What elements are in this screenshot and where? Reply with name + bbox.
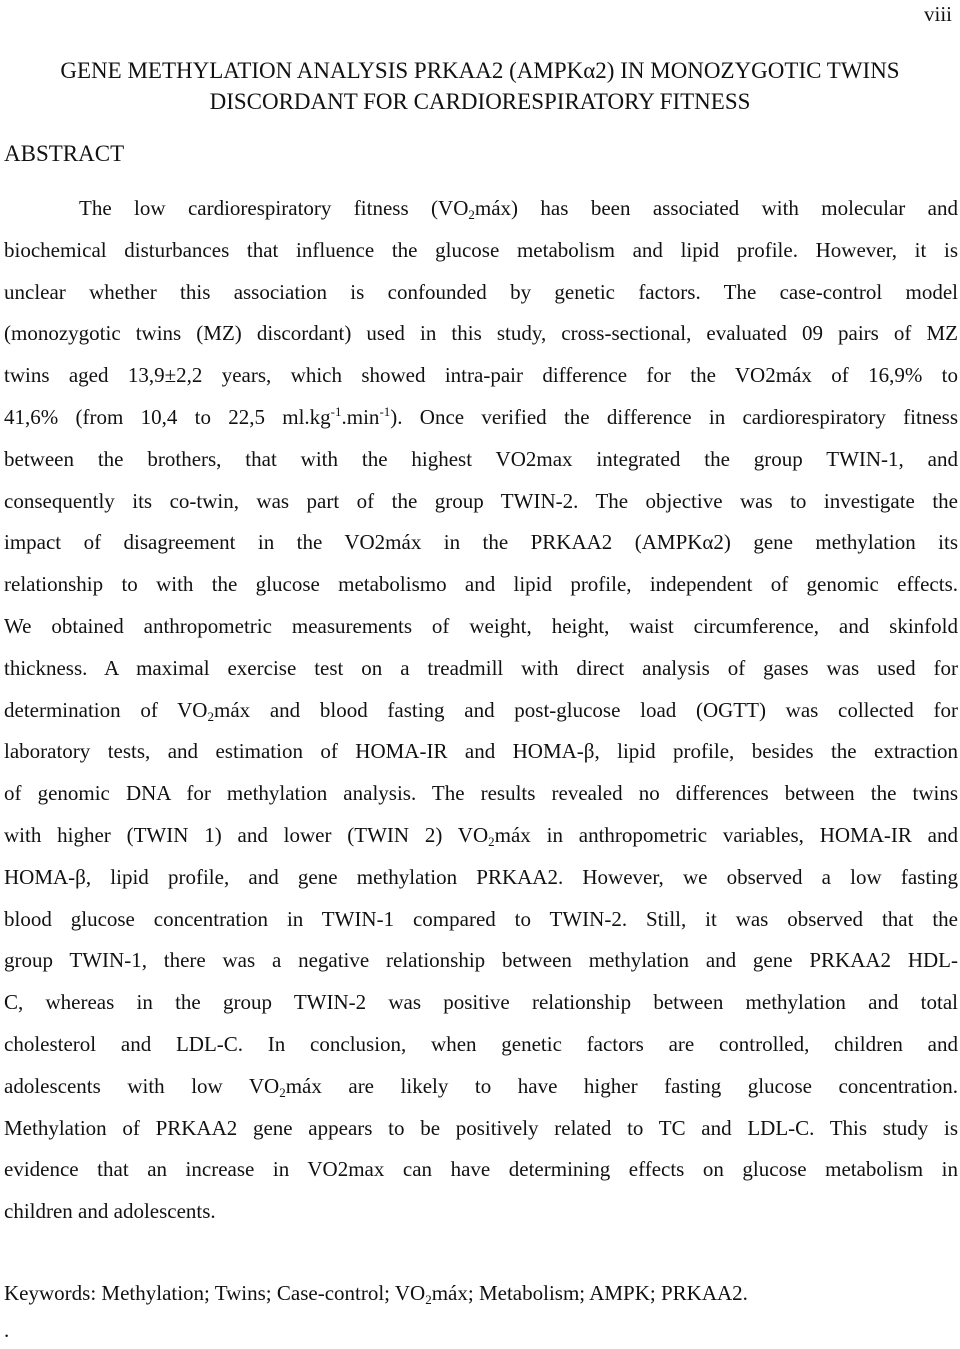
abstract-line: cholesterol and LDL-C. In conclusion, when genetic factors are controlled, children and bbox=[4, 1031, 958, 1056]
abstract-line: relationship to with the glucose metabolismo and lipid profile, independent of genomic effects. bbox=[4, 572, 958, 597]
keywords bbox=[4, 1272, 748, 1314]
abstract-line: (monozygotic twins (MZ) discordant) used in this study, cross-sectional, evaluated 09 pairs of MZ bbox=[4, 321, 958, 346]
superscript: -1 bbox=[330, 403, 342, 419]
text-segment: The low cardiorespiratory fitness (VO bbox=[79, 196, 469, 220]
text-segment: máx and blood fasting and post-glucose load (OGTT) was collected for bbox=[213, 697, 958, 722]
text-segment: with higher (TWIN 1) and lower (TWIN 2) VO bbox=[4, 822, 489, 847]
abstract-line: of genomic DNA for methylation analysis. The results revealed no differences between the twins bbox=[4, 781, 958, 806]
page-number: viii bbox=[923, 2, 952, 26]
abstract-line: twins aged 13,9±2,2 years, which showed intra-pair difference for the VO2máx of 16,9% to bbox=[4, 363, 958, 388]
abstract-line: HOMA-β, lipid profile, and gene methylation PRKAA2. However, we observed a low fasting bbox=[4, 864, 958, 889]
subscript: 2 bbox=[468, 207, 475, 222]
abstract-line: blood glucose concentration in TWIN-1 compared to TWIN-2. Still, it was observed that the bbox=[4, 906, 958, 931]
keywords-text: máx; Metabolism; AMPK; PRKAA2. bbox=[431, 1281, 748, 1305]
title-line-1: GENE METHYLATION ANALYSIS PRKAA2 (AMPKα2) IN MONOZYGOTIC TWINS bbox=[60, 58, 900, 83]
abstract-line: Methylation of PRKAA2 gene appears to be positively related to TC and LDL-C. This study is bbox=[4, 1115, 958, 1140]
abstract-line bbox=[4, 188, 958, 230]
text-segment: .min bbox=[341, 404, 380, 429]
text-segment: 41,6% (from 10,4 to 22,5 ml.kg bbox=[4, 404, 331, 429]
abstract-line: between the brothers, that with the highest VO2max integrated the group TWIN-1, and bbox=[4, 446, 958, 471]
abstract-line: impact of disagreement in the VO2máx in the PRKAA2 (AMPKα2) gene methylation its bbox=[4, 530, 958, 555]
abstract-line: laboratory tests, and estimation of HOMA-IR and HOMA-β, lipid profile, besides the extraction bbox=[4, 739, 958, 764]
trailing-period: . bbox=[4, 1318, 10, 1342]
abstract-line: C, whereas in the group TWIN-2 was positive relationship between methylation and total bbox=[4, 990, 958, 1015]
keywords-text: Keywords: Methylation; Twins; Case-control; VO bbox=[4, 1281, 426, 1305]
text-segment: máx in anthropometric variables, HOMA-IR and bbox=[494, 822, 958, 847]
subscript: 2 bbox=[425, 1292, 432, 1307]
abstract-line bbox=[4, 815, 958, 857]
abstract-line bbox=[4, 1066, 958, 1108]
abstract-line: unclear whether this association is confounded by genetic factors. The case-control model bbox=[4, 279, 958, 304]
superscript: -1 bbox=[379, 403, 391, 419]
subscript: 2 bbox=[279, 1084, 286, 1100]
subscript: 2 bbox=[488, 833, 495, 849]
subscript: 2 bbox=[207, 708, 214, 724]
abstract-line: evidence that an increase in VO2max can have determining effects on glucose metabolism in bbox=[4, 1157, 958, 1182]
abstract-line: We obtained anthropometric measurements of weight, height, waist circumference, and skinfold bbox=[4, 613, 958, 638]
title-line-2: DISCORDANT FOR CARDIORESPIRATORY FITNESS bbox=[209, 89, 751, 114]
abstract-line: thickness. A maximal exercise test on a treadmill with direct analysis of gases was used for bbox=[4, 655, 958, 680]
abstract-line: biochemical disturbances that influence the glucose metabolism and lipid profile. However, it is bbox=[4, 237, 958, 262]
text-segment: adolescents with low VO bbox=[4, 1073, 280, 1098]
abstract-line bbox=[4, 397, 958, 439]
text-segment: máx are likely to have higher fasting glucose concentration. bbox=[285, 1073, 958, 1098]
abstract-line: consequently its co-twin, was part of the group TWIN-2. The objective was to investigate the bbox=[4, 488, 958, 513]
abstract-line bbox=[4, 690, 958, 732]
abstract-body bbox=[4, 188, 958, 1233]
abstract-line: group TWIN-1, there was a negative relationship between methylation and gene PRKAA2 HDL- bbox=[4, 948, 958, 973]
abstract-line: children and adolescents. bbox=[4, 1199, 216, 1224]
text-segment: ). Once verified the difference in cardiorespiratory fitness bbox=[390, 404, 958, 429]
text-segment: determination of VO bbox=[4, 697, 208, 722]
text-segment: máx) has been associated with molecular and bbox=[474, 196, 958, 220]
abstract-heading: ABSTRACT bbox=[4, 141, 125, 166]
